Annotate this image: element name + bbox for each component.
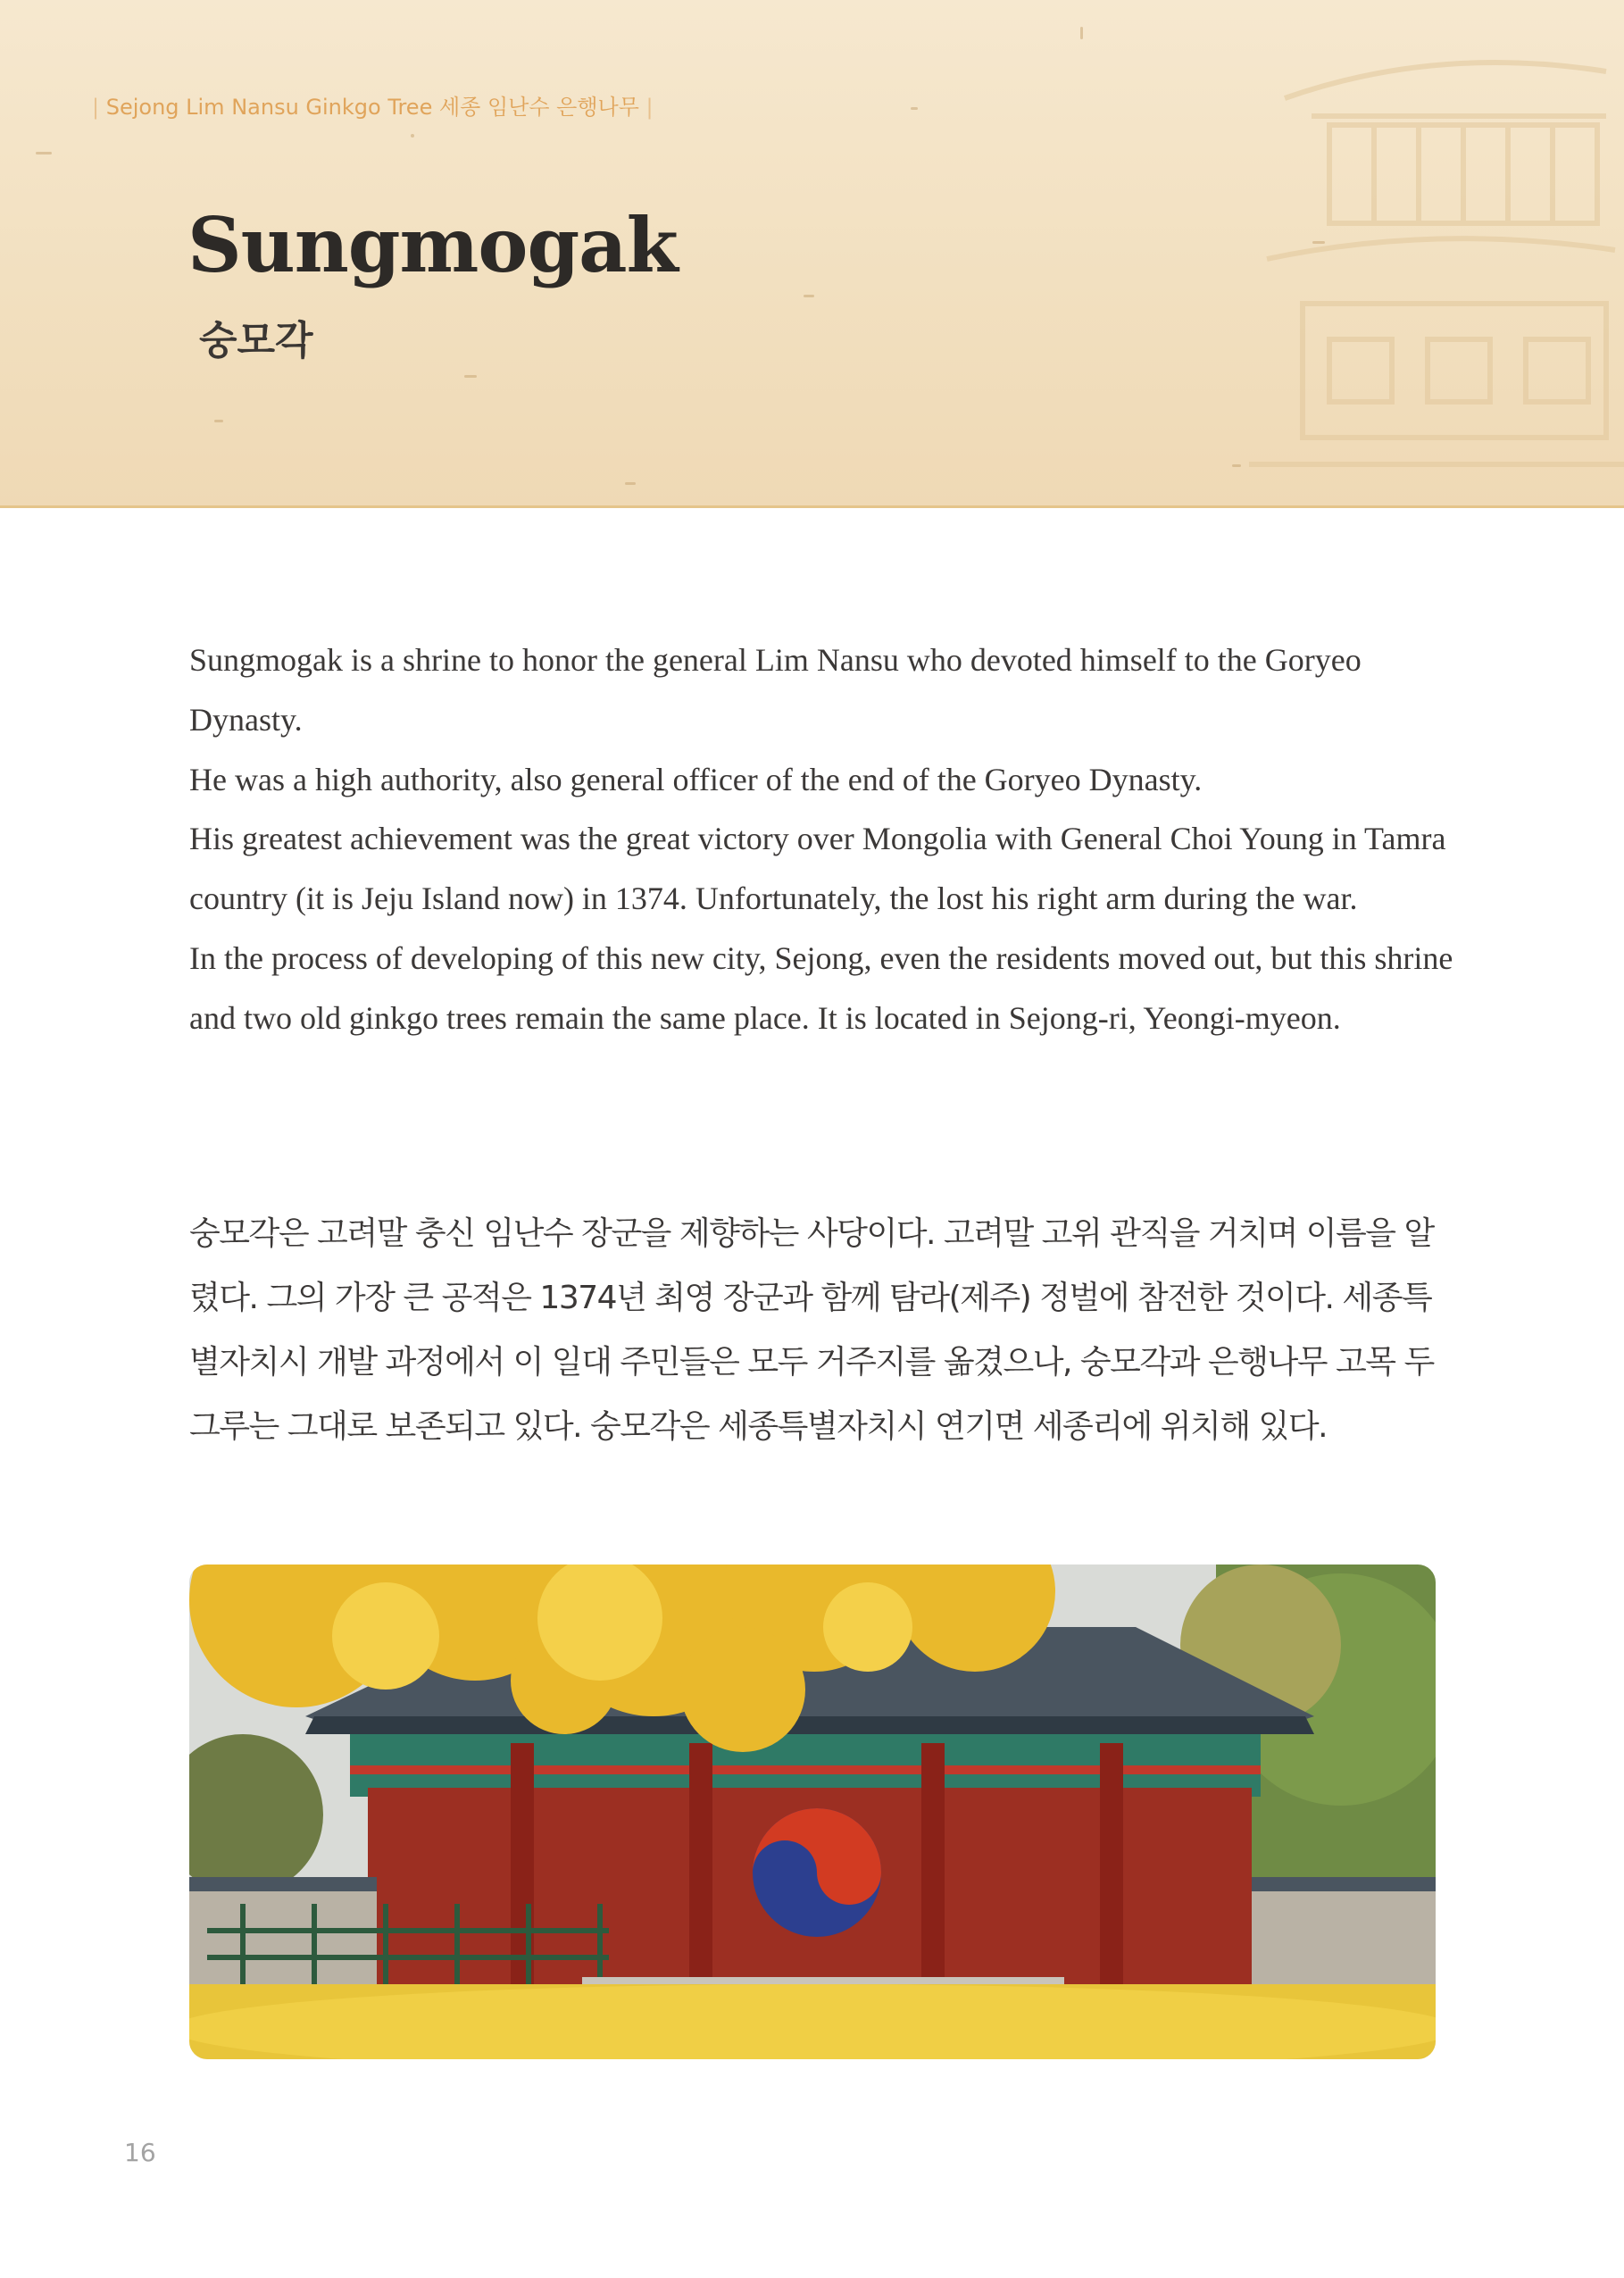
page-subtitle: 숭모각 bbox=[199, 318, 313, 363]
paper-fleck bbox=[1232, 464, 1241, 467]
taegeuk-symbol bbox=[753, 1808, 881, 1937]
paper-fleck bbox=[411, 134, 414, 138]
paper-fleck bbox=[625, 482, 636, 485]
running-head bbox=[92, 89, 654, 121]
paper-fleck bbox=[804, 295, 814, 297]
english-paragraph: His greatest achievement was the great victory over Mongolia with General Choi Young in Tamra country (it is Jeju Island now) in 1374. Unfortunately, the lost his right arm during the war. bbox=[189, 821, 1446, 917]
page-header bbox=[0, 0, 1624, 508]
paper-fleck bbox=[464, 375, 477, 378]
korean-body: 숭모각은 고려말 충신 임난수 장군을 제향하는 사당이다. 고려말 고위 관직을 거치며 이름을 알렸다. 그의 가장 큰 공적은 1374년 최영 장군과 함께 탐라(제주) 정벌에 참전한 것이다. 세종특별자치시 개발 과정에서 이 일대 주민들은 모두 거주지를 옮겼으나, 숭모각과 은행나무 고목 두 그루는 그대로 보존되고 있다. 숭모각은 세종특별자치시 연기면 세종리에 위치해 있다. bbox=[189, 1215, 1434, 1445]
paper-fleck bbox=[36, 152, 52, 154]
paper-fleck bbox=[1312, 241, 1325, 244]
running-head-divider: | bbox=[638, 95, 654, 120]
page-title: Sungmogak bbox=[187, 201, 678, 289]
paper-fleck bbox=[1080, 27, 1083, 39]
english-body bbox=[189, 630, 1457, 1048]
paper-fleck bbox=[911, 107, 918, 110]
paper-fleck bbox=[214, 420, 223, 422]
running-head-text: Sejong Lim Nansu Ginkgo Tree 세종 임난수 은행나무 bbox=[105, 95, 639, 120]
shrine-gate-photo bbox=[189, 1565, 1436, 2059]
page-number: 16 bbox=[124, 2138, 156, 2167]
english-paragraph: In the process of developing of this new city, Sejong, even the residents moved out, but this shrine and two old ginkgo trees remain the same place. It is located in Sejong-ri, Yeongi-myeon. bbox=[189, 939, 1453, 1036]
english-paragraph: Sungmogak is a shrine to honor the general Lim Nansu who devoted himself to the Goryeo Dynasty. bbox=[189, 642, 1362, 738]
english-paragraph: He was a high authority, also general officer of the end of the Goryeo Dynasty. bbox=[189, 761, 1203, 797]
pavilion-illustration bbox=[1249, 36, 1624, 500]
running-head-divider: | bbox=[92, 95, 106, 120]
